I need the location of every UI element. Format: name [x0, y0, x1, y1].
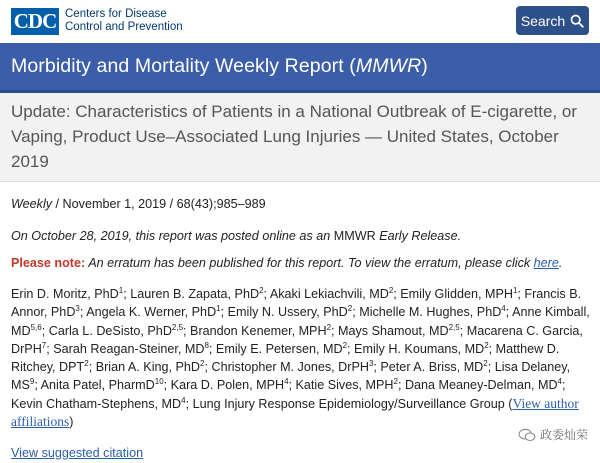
author-name: Carla L. DeSisto, PhD$^{2,5}$: [48, 322, 184, 338]
author-affiliation-number: 2: [200, 359, 205, 368]
author-name: Emily E. Petersen, $MD^2$: [215, 340, 348, 356]
banner-abbr: MMWR: [355, 55, 422, 77]
author-affiliation-number: 2: [84, 359, 89, 368]
banner-text-end: ): [421, 55, 428, 77]
search-icon: [570, 14, 584, 28]
author-affiliation-number: 4: [181, 395, 186, 405]
watermark: [518, 426, 588, 443]
author-affiliation-number: 2: [483, 359, 488, 368]
cdc-logo-mark: CDC: [11, 8, 59, 35]
author-name: Brandon Kenemer, MPH$^2$: [190, 322, 332, 338]
article-content: [11, 196, 593, 431]
author-affiliation-number: 7: [41, 340, 47, 350]
author-affiliation-number: 5,6: [30, 322, 42, 332]
author-affiliation-number: 2: [347, 304, 353, 314]
author-group: Lung Injury Response Epidemiology/Surveillance Group: [192, 396, 505, 411]
author-list: Erin D. Moritz, PhD$^1$; Lauren B. Zapata, PhD$^2$; Akaki Lekiachvili, $MD^2$; Emily Glidden, MPH$^1$; Francis B. Annor, PhD$^3$; Angela K. Werner, PhD$^1$; Emily N. Ussery, PhD$^2$; Michelle M. Hughes, PhD$^4$; Anne Kimball, MD$^{5,6}$; Carla L. DeSisto, PhD$^{2,5}$; Brandon Kenemer, MPH$^2$; Mays Shamout, MD$^{2,5}$; Macarena C. Garcia, DrPH$^7$; Sarah Reagan-Steiner, $MD^8$; Emily E. Petersen, $MD^2$; Emily H. Koumans, $MD^2$; Matthew D. Ritchey, DPT$^2$; Brian A. King, PhD$^2$; Christopher M. Jones, DrPH$^3$; Peter A. Briss, $MD^2$; Lisa Delaney, $MS^9$; Anita Patel, PharmD$^{10}$; Kara D. Polen, MPH$^4$; Katie Sives, MPH$^2$; Dana Meaney-Delman, $MD^4$; Kevin Chatham-Stephens, $MD^4$; Lung Injury Response Epidemiology/Surveillance Group (View author affiliations): [11, 285, 590, 430]
early-mmwr: MMWR: [333, 229, 376, 243]
author-name: Mays Shamout, MD$^{2,5}$: [338, 322, 460, 338]
author-name: Michelle M. Hughes, PhD$^4$: [359, 304, 506, 320]
cdc-logo[interactable]: [11, 7, 183, 35]
note-label: Please note:: [11, 256, 86, 270]
author-affiliation-number: 1: [512, 285, 518, 295]
author-name: Erin D. Moritz, PhD$^1$: [11, 285, 124, 301]
early-release-note: [11, 228, 593, 244]
author-affiliation-number: 2: [393, 377, 398, 387]
author-name: Emily H. Koumans, $MD^2$: [354, 340, 489, 356]
author-affiliation-number: 2: [259, 285, 264, 295]
author-affiliation-number: 2,5: [448, 322, 460, 332]
view-suggested-citation-link[interactable]: View suggested citation: [11, 446, 144, 460]
author-name: Kevin Chatham-Stephens, $MD^4$: [11, 395, 186, 411]
author-name: Dana Meaney-Delman, $MD^4$: [404, 377, 562, 393]
author-name: Francis B. Annor, PhD$^3$: [11, 287, 582, 320]
author-affiliation-number: 1: [118, 285, 124, 295]
author-affiliation-number: 2: [326, 322, 332, 332]
author-affiliation-number: 3: [368, 359, 374, 368]
article-title-area: [0, 93, 600, 182]
logo-line-2: Control and Prevention: [65, 21, 183, 33]
note-end: .: [558, 256, 563, 270]
author-name: Emily N. Ussery, PhD$^2$: [227, 304, 353, 320]
author-name: Lauren B. Zapata, PhD$^2$: [130, 285, 264, 301]
early-end: Early Release.: [375, 229, 462, 243]
erratum-link[interactable]: here: [533, 256, 559, 270]
site-header: [0, 0, 600, 43]
wechat-icon: [518, 428, 536, 442]
early-text: On October 28, 2019, this report was posted online as an: [11, 229, 334, 243]
author-name: Christopher M. Jones, DrPH$^3$: [211, 359, 374, 375]
author-affiliation-number: 9: [29, 377, 35, 387]
author-affiliation-number: 4: [557, 377, 562, 387]
issue-info: [11, 196, 593, 212]
publication-banner: [0, 43, 600, 93]
watermark-text: 政委灿荣: [539, 428, 588, 442]
weekly-label: Weekly: [11, 197, 53, 211]
author-name: Anita Patel, PharmD$^{10}$: [40, 377, 164, 393]
author-affiliation-number: 3: [75, 304, 80, 314]
author-name: Peter A. Briss, $MD^2$: [380, 359, 488, 375]
erratum-note: [11, 255, 593, 271]
author-affiliation-number: 1: [216, 304, 221, 314]
view-author-affiliations-link[interactable]: View author affiliations: [11, 395, 579, 430]
author-affiliation-number: 2: [388, 285, 394, 295]
banner-text: Morbidity and Mortality Weekly Report (: [11, 55, 356, 77]
author-affiliation-number: 8: [204, 340, 209, 350]
author-affiliation-number: 4: [284, 377, 289, 387]
search-button[interactable]: [516, 6, 589, 35]
author-name: Lisa Delaney, $MS^9$: [11, 360, 571, 393]
author-name: Kara D. Polen, MPH$^4$: [170, 377, 289, 393]
author-affiliation-number: 4: [501, 304, 506, 314]
logo-line-1: Centers for Disease: [65, 8, 167, 20]
publication-title[interactable]: [11, 55, 428, 78]
author-name: Matthew D. Ritchey, DPT$^2$: [11, 341, 560, 375]
cdc-logo-text: [65, 8, 183, 34]
author-name: Brian A. King, PhD$^2$: [95, 359, 205, 375]
author-name: Katie Sives, MPH$^2$: [295, 377, 398, 393]
author-affiliation-number: 10: [154, 377, 164, 387]
author-name: Sarah Reagan-Steiner, $MD^8$: [53, 340, 209, 356]
author-affiliation-number: 2: [342, 340, 348, 350]
author-name: Emily Glidden, MPH$^1$: [400, 285, 518, 301]
author-affiliation-number: 2,5: [171, 322, 184, 332]
author-names: Erin D. Moritz, PhD$^1$; Lauren B. Zapata, PhD$^2$; Akaki Lekiachvili, $MD^2$; Emily Glidden, MPH$^1$; Francis B. Annor, PhD$^3$; Angela K. Werner, PhD$^1$; Emily N. Ussery, PhD$^2$; Michelle M. Hughes, PhD$^4$; Anne Kimball, MD$^{5,6}$; Carla L. DeSisto, PhD$^{2,5}$; Brandon Kenemer, MPH$^2$; Mays Shamout, MD$^{2,5}$; Macarena C. Garcia, DrPH$^7$; Sarah Reagan-Steiner, $MD^8$; Emily E. Petersen, $MD^2$; Emily H. Koumans, $MD^2$; Matthew D. Ritchey, DPT$^2$; Brian A. King, PhD$^2$; Christopher M. Jones, DrPH$^3$; Peter A. Briss, $MD^2$; Lisa Delaney, $MS^9$; Anita Patel, PharmD$^{10}$; Kara D. Polen, MPH$^4$; Katie Sives, MPH$^2$; Dana Meaney-Delman, $MD^4$; Kevin Chatham-Stephens, $MD^4$;: [11, 285, 590, 411]
author-affiliation-number: 2: [484, 340, 489, 350]
search-label: Search: [520, 12, 566, 29]
issue-details: / November 1, 2019 / 68(43);985–989: [52, 197, 266, 211]
article-title: Update: Characteristics of Patients in a National Outbreak of E-cigarette, or Vaping, Product Use–Associated Lung Injuries — United States, October 2019: [11, 102, 577, 171]
note-text: An erratum has been published for this report. To view the erratum, please click: [85, 256, 534, 270]
author-name: Akaki Lekiachvili, $MD^2$: [269, 285, 394, 301]
author-name: Anne Kimball, MD$^{5,6}$: [11, 305, 590, 338]
author-name: Angela K. Werner, PhD$^1$: [86, 304, 221, 320]
author-name: Macarena C. Garcia, DrPH$^7$: [11, 323, 583, 356]
